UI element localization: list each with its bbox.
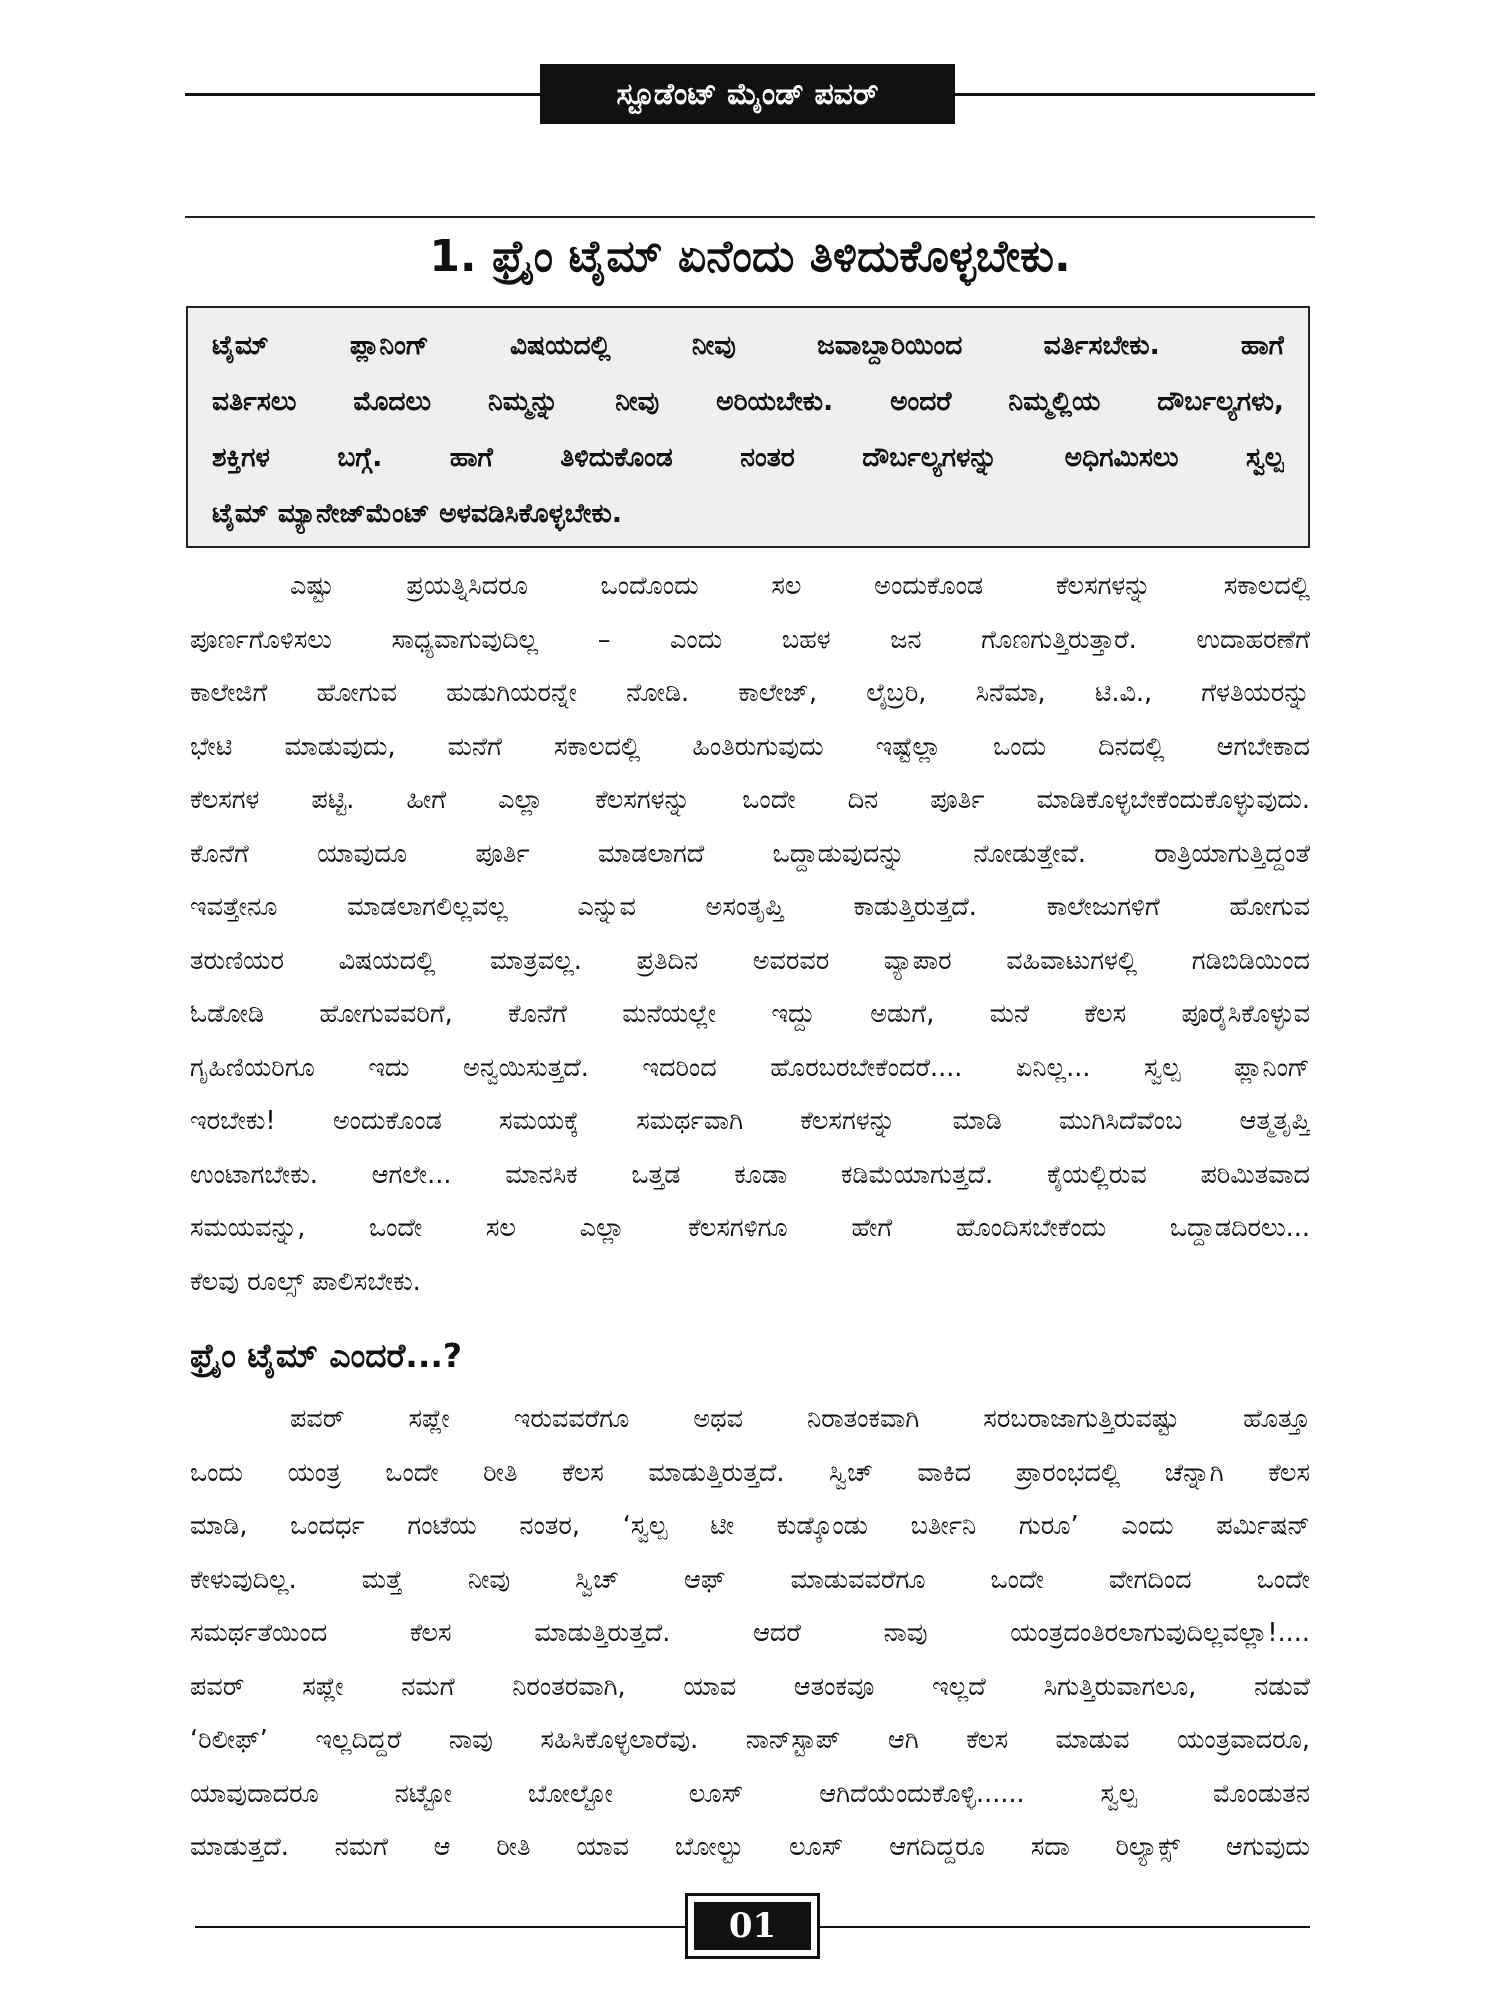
- running-header-title: ಸ್ಟೂಡೆಂಟ್ ಮೈಂಡ್ ಪವರ್: [616, 76, 879, 112]
- summary-box: [186, 306, 1310, 548]
- paragraph-line: ಒಂದು ಯಂತ್ರ ಒಂದೇ ರೀತಿ ಕೆಲಸ ಮಾಡುತ್ತಿರುತ್ತದೆ. ಸ್ವಿಚ್ ವಾಕಿದ ಪ್ರಾರಂಭದಲ್ಲಿ ಚೆನ್ನಾಗಿ ಕೆಲಸ: [190, 1457, 1310, 1488]
- paragraph-line: ತರುಣಿಯರ ವಿಷಯದಲ್ಲಿ ಮಾತ್ರವಲ್ಲ. ಪ್ರತಿದಿನ ಅವರವರ ವ್ಯಾಪಾರ ವಹಿವಾಟುಗಳಲ್ಲಿ ಗಡಿಬಿಡಿಯಿಂದ: [190, 945, 1310, 976]
- paragraph-line: ಇರಬೇಕು! ಅಂದುಕೊಂಡ ಸಮಯಕ್ಕೆ ಸಮರ್ಥವಾಗಿ ಕೆಲಸಗಳನ್ನು ಮಾಡಿ ಮುಗಿಸಿದೆವೆಂಬ ಆತ್ಮತೃಪ್ತಿ: [190, 1106, 1310, 1136]
- paragraph-line: ಸಮರ್ಥತೆಯಿಂದ ಕೆಲಸ ಮಾಡುತ್ತಿರುತ್ತದೆ. ಆದರೆ ನಾವು ಯಂತ್ರದಂತಿರಲಾಗುವುದಿಲ್ಲವಲ್ಲಾ!....: [190, 1618, 1310, 1648]
- paragraph-line: ಸಮಯವನ್ನು, ಒಂದೇ ಸಲ ಎಲ್ಲಾ ಕೆಲಸಗಳಿಗೂ ಹೇಗೆ ಹೊಂದಿಸಬೇಕೆಂದು ಒದ್ದಾಡದಿರಲು...: [190, 1213, 1310, 1243]
- paragraph-2: [190, 1393, 1310, 1875]
- footer-rule-right: [820, 1926, 1310, 1928]
- running-header: [540, 64, 955, 124]
- paragraph-line: ‘ರಿಲೀಫ್’ ಇಲ್ಲದಿದ್ದರೆ ನಾವು ಸಹಿಸಿಕೊಳ್ಳಲಾರೆವು. ನಾನ್‌ಸ್ಟಾಪ್ ಆಗಿ ಕೆಲಸ ಮಾಡುವ ಯಂತ್ರವಾದರೂ,: [190, 1725, 1310, 1755]
- page-number: 01: [694, 1902, 811, 1950]
- paragraph-line: ಉಂಟಾಗಬೇಕು. ಆಗಲೇ... ಮಾನಸಿಕ ಒತ್ತಡ ಕೂಡಾ ಕಡಿಮೆಯಾಗುತ್ತದೆ. ಕೈಯಲ್ಲಿರುವ ಪರಿಮಿತವಾದ: [190, 1159, 1310, 1190]
- paragraph-line: ಓಡೋಡಿ ಹೋಗುವವರಿಗೆ, ಕೊನೆಗೆ ಮನೆಯಲ್ಲೇ ಇದ್ದು ಅಡುಗೆ, ಮನೆ ಕೆಲಸ ಪೂರೈಸಿಕೊಳ್ಳುವ: [190, 999, 1310, 1029]
- paragraph-line: ಇವತ್ತೇನೂ ಮಾಡಲಾಗಲಿಲ್ಲವಲ್ಲ ಎನ್ನುವ ಅಸಂತೃಪ್ತಿ ಕಾಡುತ್ತಿರುತ್ತದೆ. ಕಾಲೇಜುಗಳಿಗೆ ಹೋಗುವ: [190, 892, 1310, 922]
- chapter-top-rule: [185, 216, 1315, 218]
- paragraph-line: ಕಾಲೇಜಿಗೆ ಹೋಗುವ ಹುಡುಗಿಯರನ್ನೇ ನೋಡಿ. ಕಾಲೇಜ್, ಲೈಬ್ರರಿ, ಸಿನೆಮಾ, ಟಿ.ವಿ., ಗೆಳತಿಯರನ್ನು: [190, 678, 1310, 708]
- paragraph-line: ಪವರ್ ಸಪ್ಲೇ ನಮಗೆ ನಿರಂತರವಾಗಿ, ಯಾವ ಆತಂಕವೂ ಇಲ್ಲದೆ ಸಿಗುತ್ತಿರುವಾಗಲೂ, ನಡುವೆ: [190, 1671, 1310, 1702]
- paragraph-line: ಗೃಹಿಣಿಯರಿಗೂ ಇದು ಅನ್ವಯಿಸುತ್ತದೆ. ಇದರಿಂದ ಹೊರಬರಬೇಕೆಂದರೆ.... ಏನಿಲ್ಲ... ಸ್ವಲ್ಪ ಪ್ಲಾನಿಂಗ್: [190, 1052, 1310, 1083]
- chapter-title: 1. ಫ್ರೈಂ ಟೈಮ್ ಏನೆಂದು ತಿಳಿದುಕೊಳ್ಳಬೇಕು.: [429, 231, 1071, 282]
- header-rule-left: [185, 93, 545, 96]
- paragraph-line: ಕೆಲವು ರೂಲ್ಸ್ ಪಾಲಿಸಬೇಕು.: [190, 1266, 421, 1297]
- page-number-box: [685, 1893, 820, 1959]
- header-rule-right: [955, 93, 1315, 96]
- paragraph-line: ಎಷ್ಟು ಪ್ರಯತ್ನಿಸಿದರೂ ಒಂದೊಂದು ಸಲ ಅಂದುಕೊಂಡ ಕೆಲಸಗಳನ್ನು ಸಕಾಲದಲ್ಲಿ: [290, 571, 1310, 601]
- paragraph-line: ಕೊನೆಗೆ ಯಾವುದೂ ಪೂರ್ತಿ ಮಾಡಲಾಗದೆ ಒದ್ದಾಡುವುದನ್ನು ನೋಡುತ್ತೇವೆ. ರಾತ್ರಿಯಾಗುತ್ತಿದ್ದಂತೆ: [190, 838, 1310, 869]
- footer-rule-left: [195, 1926, 685, 1928]
- summary-line: ವರ್ತಿಸಲು ಮೊದಲು ನಿಮ್ಮನ್ನು ನೀವು ಅರಿಯಬೇಕು. ಅಂದರೆ ನಿಮ್ಮಲ್ಲಿಯ ದೌರ್ಬಲ್ಯಗಳು,: [212, 386, 1284, 417]
- paragraph-line: ಯಾವುದಾದರೂ ನಟ್ಟೋ ಬೋಲ್ಟೋ ಲೂಸ್ ಆಗಿದೆಯೆಂದುಕೊಳ್ಳಿ...... ಸ್ವಲ್ಪ ಮೊಂಡುತನ: [190, 1778, 1310, 1809]
- paragraph-line: ಮಾಡಿ, ಒಂದರ್ಧ ಗಂಟೆಯ ನಂತರ, ‘ಸ್ವಲ್ಪ ಟೀ ಕುಡ್ಕೊಂಡು ಬರ್ತೀನಿ ಗುರೂ’ ಎಂದು ಪರ್ಮಿಷನ್: [190, 1511, 1310, 1541]
- summary-line: ಟೈಮ್ ಮ್ಯಾನೇಜ್‌ಮೆಂಟ್ ಅಳವಡಿಸಿಕೊಳ್ಳಬೇಕು.: [212, 498, 622, 529]
- summary-line: ಟೈಮ್ ಪ್ಲಾನಿಂಗ್ ವಿಷಯದಲ್ಲಿ ನೀವು ಜವಾಬ್ದಾರಿಯಿಂದ ವರ್ತಿಸಬೇಕು. ಹಾಗೆ: [212, 330, 1284, 361]
- paragraph-line: ಪವರ್ ಸಪ್ಲೇ ಇರುವವರೆಗೂ ಅಥವ ನಿರಾತಂಕವಾಗಿ ಸರಬರಾಜಾಗುತ್ತಿರುವಷ್ಟು ಹೊತ್ತೂ: [290, 1404, 1310, 1434]
- paragraph-line: ಮಾಡುತ್ತದೆ. ನಮಗೆ ಆ ರೀತಿ ಯಾವ ಬೋಲ್ಟು ಲೂಸ್ ಆಗದಿದ್ದರೂ ಸದಾ ರಿಲ್ಯಾಕ್ಸ್ ಆಗುವುದು: [190, 1832, 1310, 1862]
- paragraph-line: ಕೇಳುವುದಿಲ್ಲ. ಮತ್ತೆ ನೀವು ಸ್ವಿಚ್ ಆಫ್ ಮಾಡುವವರೆಗೂ ಒಂದೇ ವೇಗದಿಂದ ಒಂದೇ: [190, 1564, 1310, 1595]
- summary-line: ಶಕ್ತಿಗಳ ಬಗ್ಗೆ. ಹಾಗೆ ತಿಳಿದುಕೊಂಡ ನಂತರ ದೌರ್ಬಲ್ಯಗಳನ್ನು ಅಧಿಗಮಿಸಲು ಸ್ವಲ್ಪ: [212, 442, 1284, 473]
- section-subheading: ಫ್ರೈಂ ಟೈಮ್ ಎಂದರೆ...?: [190, 1336, 463, 1375]
- paragraph-1: [190, 560, 1310, 1309]
- paragraph-line: ಭೇಟಿ ಮಾಡುವುದು, ಮನೆಗೆ ಸಕಾಲದಲ್ಲಿ ಹಿಂತಿರುಗುವುದು ಇಷ್ಟೆಲ್ಲಾ ಒಂದು ದಿನದಲ್ಲಿ ಆಗಬೇಕಾದ: [190, 731, 1310, 762]
- paragraph-line: ಕೆಲಸಗಳ ಪಟ್ಟಿ. ಹೀಗೆ ಎಲ್ಲಾ ಕೆಲಸಗಳನ್ನು ಒಂದೇ ದಿನ ಪೂರ್ತಿ ಮಾಡಿಕೊಳ್ಳಬೇಕೆಂದುಕೊಳ್ಳುವುದು.: [190, 785, 1310, 815]
- paragraph-line: ಪೂರ್ಣಗೊಳಿಸಲು ಸಾಧ್ಯವಾಗುವುದಿಲ್ಲ – ಎಂದು ಬಹಳ ಜನ ಗೊಣಗುತ್ತಿರುತ್ತಾರೆ. ಉದಾಹರಣೆಗೆ: [190, 624, 1310, 655]
